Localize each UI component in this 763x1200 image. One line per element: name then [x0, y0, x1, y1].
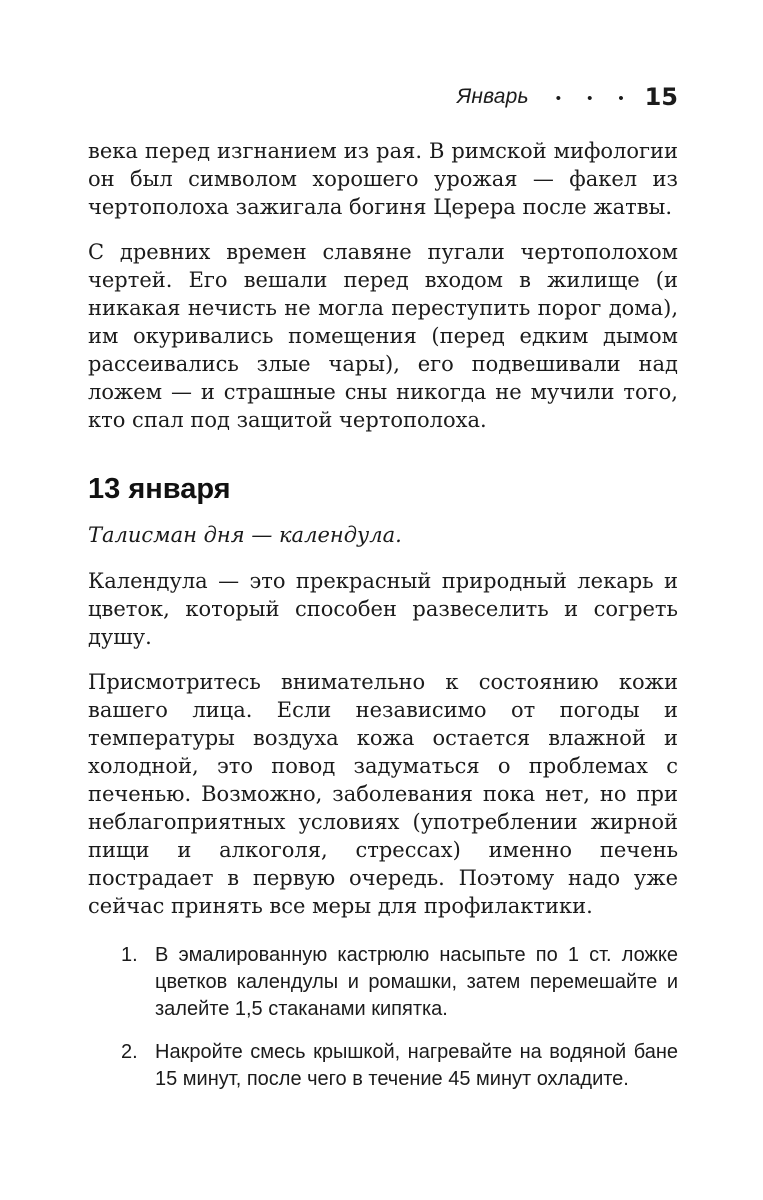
- body-paragraph: Присмотритесь внимательно к состоянию кожи вашего лица. Если независимо от погоды и температуры воздуха кожа остается влажной и холодной, это повод задуматься о проблемах с печенью. Возможно, заболевания пока нет, но при неблагоприятных условиях (употреблении жирной пищи и алкоголя, стрессах) именно печень пострадает в первую очередь. Поэтому надо уже сейчас принять все меры для профилактики.: [88, 670, 678, 918]
- separator-dots: [556, 91, 624, 106]
- list-item-number: 2.: [121, 1041, 138, 1063]
- dot-icon: •: [618, 89, 624, 107]
- running-title-month: Январь: [456, 85, 529, 108]
- recipe-steps-list: [88, 942, 678, 1093]
- section-heading-date: 13 января: [88, 473, 231, 505]
- list-item-number: 1.: [121, 944, 138, 966]
- list-item-text: В эмалированную кастрюлю насыпьте по 1 ст. ложке цветков календулы и ромашки, затем перемешайте и залейте 1,5 стаканами кипятка.: [155, 944, 678, 1020]
- body-paragraph: Календула — это прекрасный природный лекарь и цветок, который способен развеселить и согреть душу.: [88, 569, 678, 649]
- body-paragraph: века перед изгнанием из рая. В римской мифологии он был символом хорошего урожая — факел из чертополоха зажигала богиня Церера после жатвы.: [88, 139, 678, 219]
- talisman-of-day-line: Талисман дня — календула.: [88, 523, 402, 547]
- running-header: [88, 84, 678, 110]
- list-item: [88, 942, 678, 1023]
- page-number: 15: [644, 83, 678, 111]
- list-item: [88, 1039, 678, 1093]
- dot-icon: •: [587, 89, 593, 107]
- list-item-text: Накройте смесь крышкой, нагревайте на водяной бане 15 минут, после чего в течение 45 минут охладите.: [155, 1041, 678, 1090]
- dot-icon: •: [555, 89, 562, 107]
- body-paragraph: С древних времен славяне пугали чертополохом чертей. Его вешали перед входом в жилище (и никакая нечисть не могла переступить порог дома), им окуривались помещения (перед едким дымом рассеивались злые чары), его подвешивали над ложем — и страшные сны никогда не мучили того, кто спал под защитой чертополоха.: [88, 240, 678, 432]
